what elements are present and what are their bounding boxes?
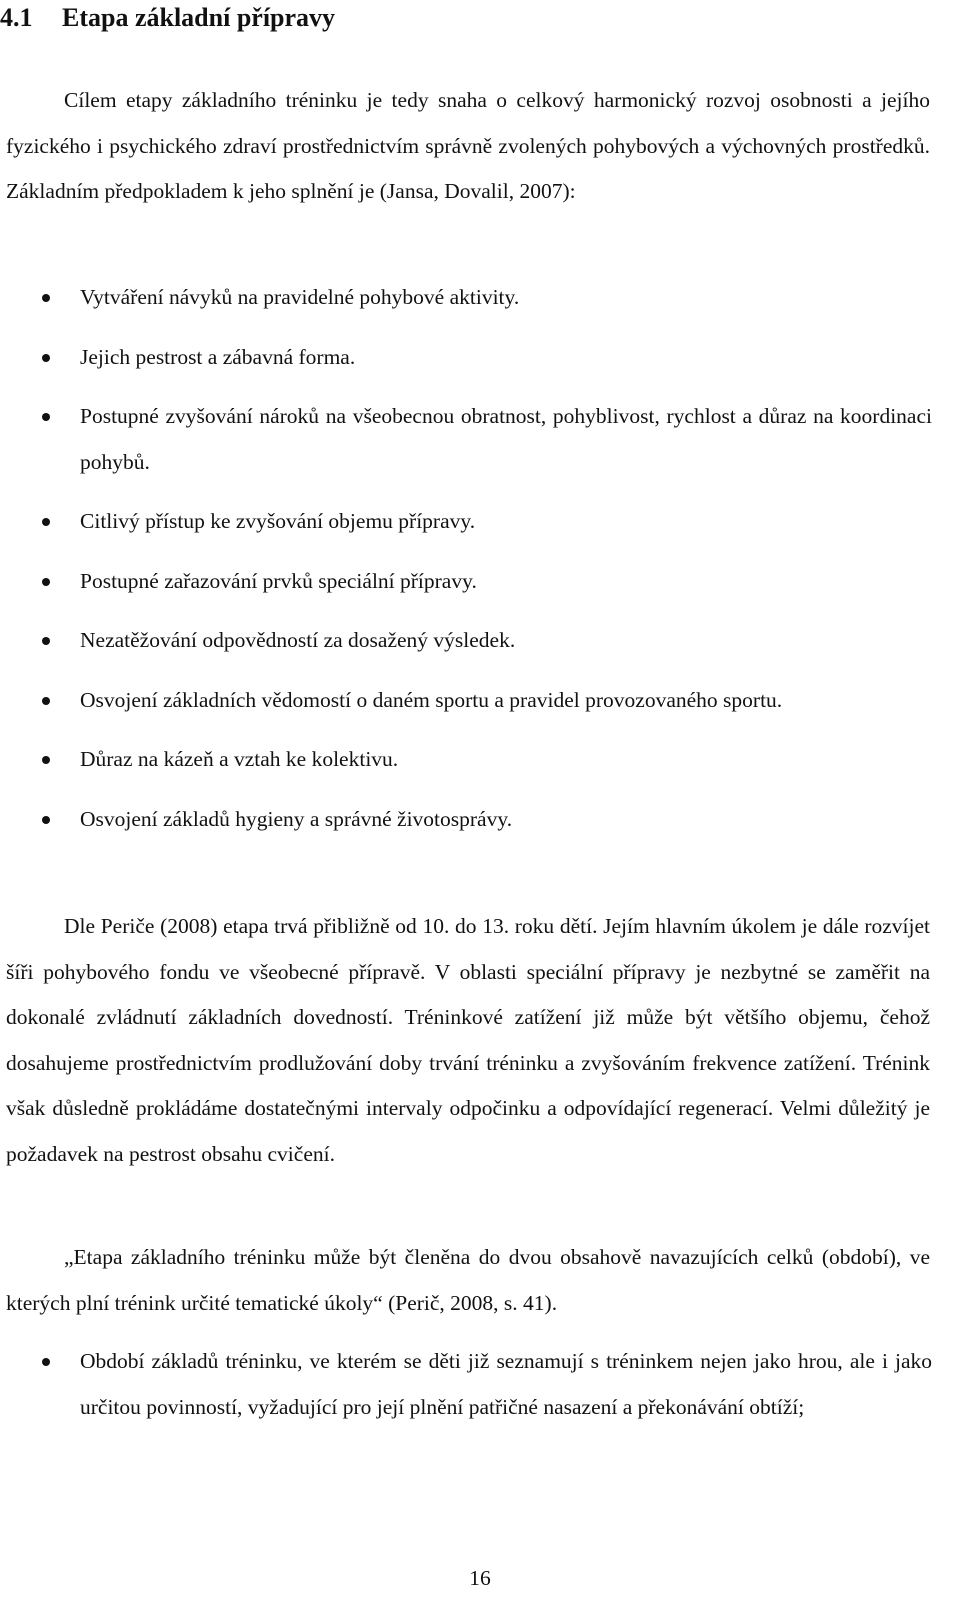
quote-paragraph: „Etapa základního tréninku může být členěna do dvou obsahově navazujících celků (období), ve kterých plní trénink určité tematické úkoly“ (Perič, 2008, s. 41).: [6, 1245, 930, 1315]
bullet-icon: [42, 756, 50, 764]
bullet-icon: [42, 413, 50, 421]
bullet-icon: [42, 294, 50, 302]
list-item: [0, 275, 932, 321]
bullet-icon: [42, 1358, 50, 1366]
bullet-icon: [42, 354, 50, 362]
section-number: 4.1: [0, 3, 33, 32]
bullet-icon: [42, 578, 50, 586]
list-item-text: Nezatěžování odpovědností za dosažený výsledek.: [80, 628, 516, 652]
list-item-text: Postupné zařazování prvků speciální přípravy.: [80, 568, 477, 593]
list-item: [0, 335, 932, 381]
list-item-text: Vytváření návyků na pravidelné pohybové aktivity.: [80, 285, 520, 309]
list-item: [0, 678, 932, 724]
list-item: [0, 394, 932, 485]
prerequisites-list: [0, 275, 932, 842]
bullet-icon: [42, 637, 50, 645]
list-item-text: Jejich pestrost a zábavná forma.: [80, 344, 356, 369]
body-paragraph: Dle Periče (2008) etapa trvá přibližně od 10. do 13. roku dětí. Jejím hlavním úkolem je dále rozvíjet šíři pohybového fondu ve všeobecné přípravě. V oblasti speciální přípravy je nezbytné se zaměřit na dokonalé zvládnutí základních dovedností. Tréninkové zatížení již může být většího objemu, čehož dosahujeme prostřednictvím prodlužování doby trvání tréninku a zvyšováním frekvence zatížení. Trénink však důsledně prokládáme dostatečnými intervaly odpočinku a odpovídající regenerací. Velmi důležitý je požadavek na pestrost obsahu cvičení.: [6, 914, 930, 1166]
bullet-icon: [42, 518, 50, 526]
list-item-text: Citlivý přístup ke zvyšování objemu přípravy.: [80, 509, 476, 533]
intro-paragraph: Cílem etapy základního tréninku je tedy snaha o celkový harmonický rozvoj osobnosti a jejího fyzického i psychického zdraví prostřednictvím správně zvolených pohybových a výchovných prostředků. Základním předpokladem k jeho splnění je (Jansa, Dovalil, 2007):: [6, 88, 930, 203]
list-item: [0, 737, 932, 783]
list-item: [0, 618, 932, 664]
page-number: 16: [469, 1566, 491, 1590]
bullet-icon: [42, 816, 50, 824]
bullet-icon: [42, 697, 50, 705]
list-item-text: Postupné zvyšování nároků na všeobecnou obratnost, pohyblivost, rychlost a důraz na koordinaci pohybů.: [80, 404, 932, 474]
section-heading: [0, 0, 335, 36]
list-item: [0, 1339, 932, 1430]
list-item: [0, 499, 932, 545]
list-item: [0, 797, 932, 843]
section-title: Etapa základní přípravy: [62, 3, 336, 32]
list-item-text: Důraz na kázeň a vztah ke kolektivu.: [80, 747, 399, 771]
list-item-text: Období základů tréninku, ve kterém se děti již seznamují s tréninkem nejen jako hrou, ale i jako určitou povinností, vyžadující pro její plnění patřičné nasazení a překonávání obtíží;: [80, 1349, 932, 1419]
list-item-text: Osvojení základů hygieny a správné životosprávy.: [80, 806, 513, 831]
list-item: [0, 559, 932, 605]
list-item-text: Osvojení základních vědomostí o daném sportu a pravidel provozovaného sportu.: [80, 687, 783, 712]
periods-list: [0, 1339, 932, 1430]
